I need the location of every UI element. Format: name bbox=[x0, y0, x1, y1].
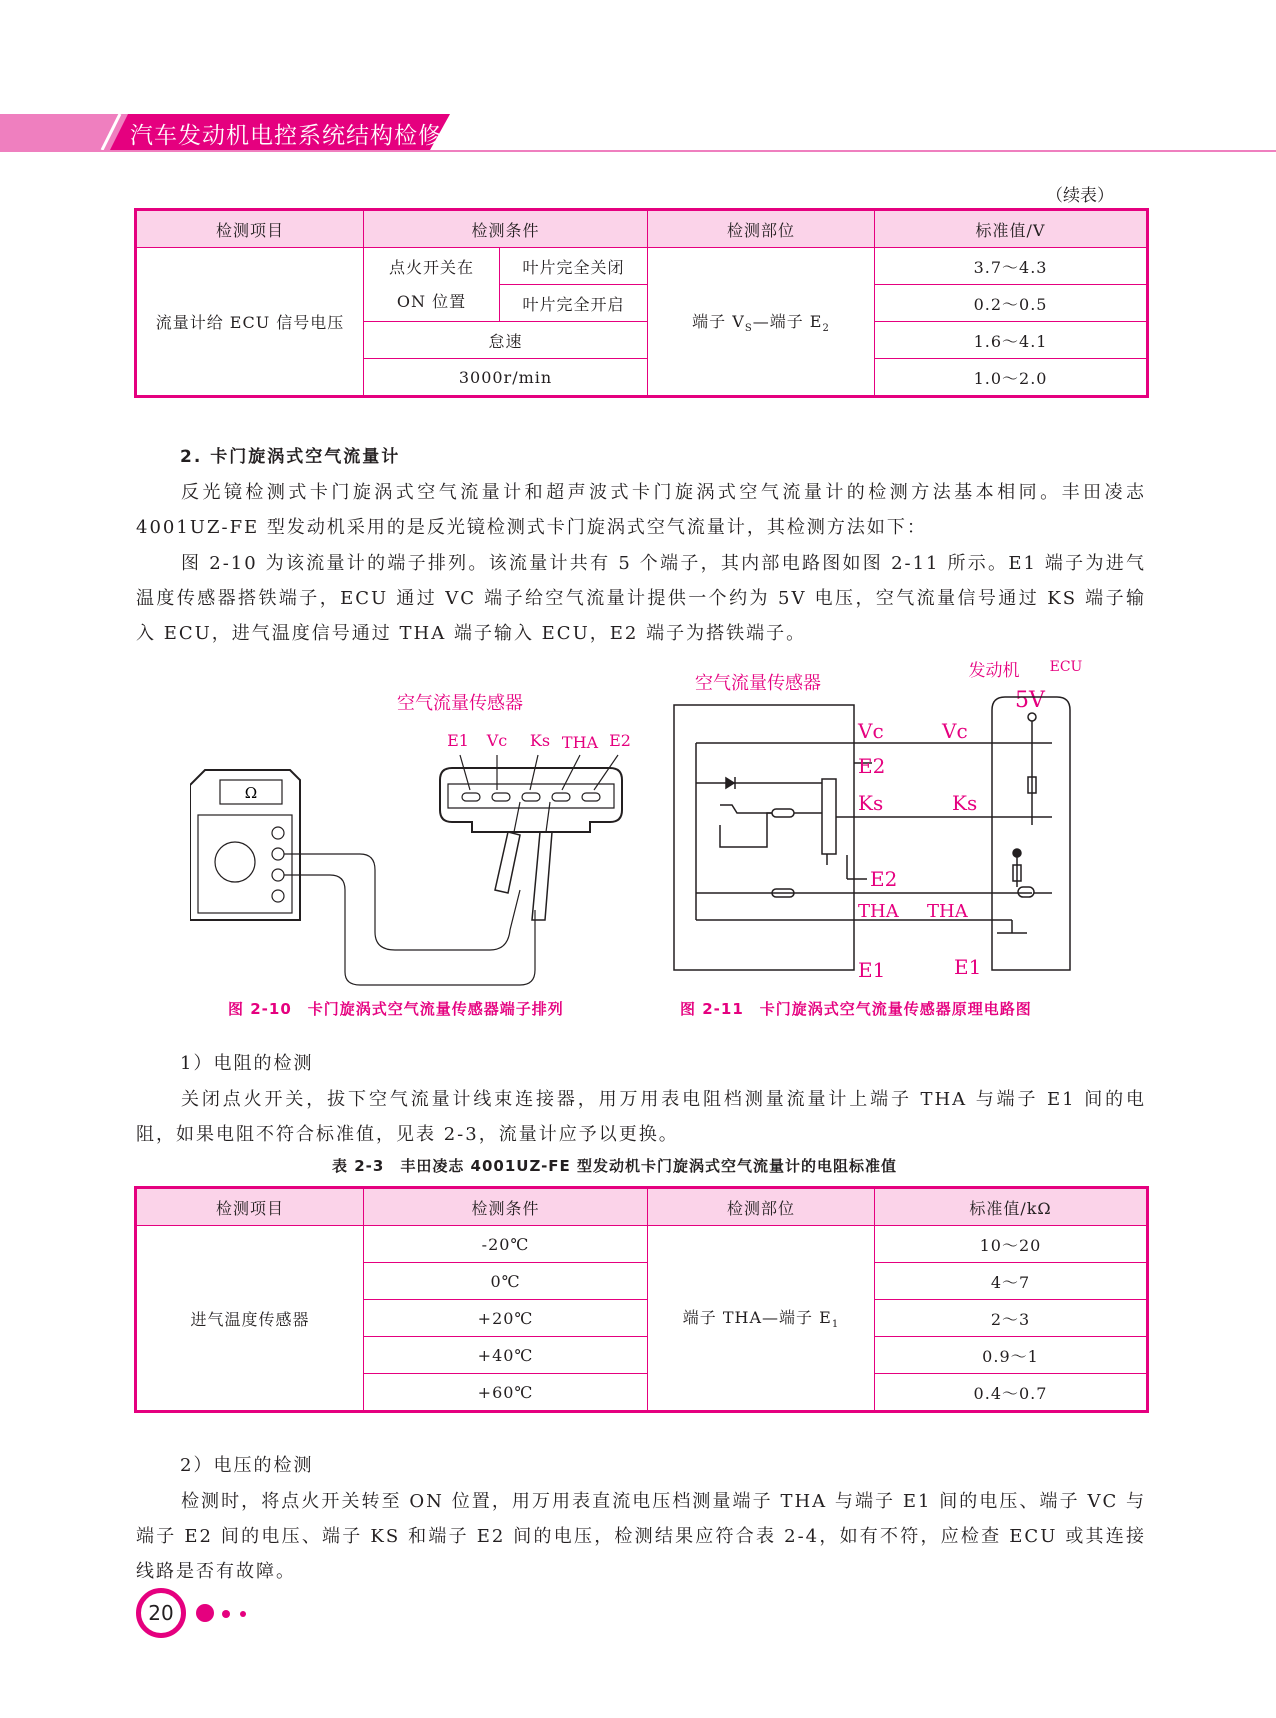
table-continued-label: （续表） bbox=[1046, 186, 1114, 206]
table-header: 检测部位 bbox=[648, 1189, 875, 1226]
book-title: 汽车发动机电控系统结构检修 bbox=[130, 123, 442, 149]
terminal-label: E2 bbox=[858, 754, 886, 778]
table-cell-value: 0.9～1 bbox=[875, 1337, 1147, 1374]
figure-2-11 bbox=[672, 655, 1092, 985]
subsection-heading: 1）电阻的检测 bbox=[180, 1053, 314, 1074]
sensor-label: 空气流量传感器 bbox=[397, 693, 523, 714]
table-cell-condition: 叶片完全开启 bbox=[500, 285, 648, 322]
resistance-standard-table bbox=[136, 1188, 1147, 1411]
table-header: 检测项目 bbox=[137, 1189, 364, 1226]
terminal-label: E1 bbox=[858, 958, 886, 982]
terminal-label: THA bbox=[858, 901, 899, 922]
supply-voltage: 5V bbox=[1015, 688, 1045, 713]
terminal-label: E2 bbox=[870, 867, 898, 891]
paragraph: 检测时，将点火开关转至 ON 位置，用万用表直流电压档测量端子 THA 与端子 E1 间的电压、端子 VC 与端子 E2 间的电压、端子 KS 和端子 E2 间的电压，检测结果应符合表 2-4，如有不符，应检查 ECU 或其连接线路是否有故障。 bbox=[136, 1491, 1146, 1582]
pin-label: E2 bbox=[609, 731, 631, 750]
table-cell-value: 1.6～4.1 bbox=[875, 322, 1147, 359]
paragraph: 关闭点火开关，拔下空气流量计线束连接器，用万用表电阻档测量流量计上端子 THA 与端子 E1 间的电阻，如果电阻不符合标准值，见表 2-3，流量计应予以更换。 bbox=[136, 1089, 1146, 1145]
decor-dot bbox=[196, 1604, 214, 1622]
table-header: 标准值/kΩ bbox=[875, 1189, 1147, 1226]
table-cell-condition: 0℃ bbox=[364, 1263, 648, 1300]
decor-dot bbox=[222, 1610, 230, 1618]
table-header: 检测条件 bbox=[364, 211, 648, 248]
table-cell-value: 2～3 bbox=[875, 1300, 1147, 1337]
terminal-label: Vc bbox=[942, 719, 968, 743]
table-cell-value: 1.0～2.0 bbox=[875, 359, 1147, 396]
table-cell-condition: +40℃ bbox=[364, 1337, 648, 1374]
table-cell-value: 0.4～0.7 bbox=[875, 1374, 1147, 1411]
table-header: 检测条件 bbox=[364, 1189, 648, 1226]
pin-label: E1 bbox=[447, 731, 469, 750]
voltage-standard-table bbox=[136, 210, 1147, 396]
table-cell-value: 4～7 bbox=[875, 1263, 1147, 1300]
pin-label: Vc bbox=[486, 731, 508, 750]
terminal-label: E1 bbox=[954, 955, 982, 979]
table-cell-value: 10～20 bbox=[875, 1226, 1147, 1263]
table-header: 标准值/V bbox=[875, 211, 1147, 248]
page-number: 20 bbox=[136, 1588, 186, 1638]
table-cell-value: 0.2～0.5 bbox=[875, 285, 1147, 322]
table-header: 检测部位 bbox=[648, 211, 875, 248]
terminal-label: Ks bbox=[952, 791, 978, 815]
cond-on-position: ON 位置 bbox=[396, 291, 467, 311]
sensor-label: 空气流量传感器 bbox=[695, 673, 821, 694]
table-cell-condition: 3000r/min bbox=[364, 359, 648, 396]
pin-label: Ks bbox=[529, 731, 551, 750]
figure-caption: 图 2-11 卡门旋涡式空气流量传感器原理电路图 bbox=[680, 1000, 1032, 1018]
table-cell-part: 端子 $V_S—$端子 $E_2$ bbox=[648, 248, 875, 396]
decor-dot bbox=[240, 1611, 246, 1617]
table-cell-condition: 叶片完全关闭 bbox=[500, 248, 648, 285]
ecu-label: ECU bbox=[1049, 659, 1083, 675]
paragraph: 反光镜检测式卡门旋涡式空气流量计和超声波式卡门旋涡式空气流量计的检测方法基本相同。丰田凌志 4001UZ-FE 型发动机采用的是反光镜检测式卡门旋涡式空气流量计，其检测方法如下： bbox=[136, 482, 1146, 538]
header-divider bbox=[0, 150, 1276, 152]
table-cell-condition: +20℃ bbox=[364, 1300, 648, 1337]
table-cell-item: 流量计给 ECU 信号电压 bbox=[137, 248, 364, 396]
table-cell-condition: +60℃ bbox=[364, 1374, 648, 1411]
table-cell-item: 进气温度传感器 bbox=[137, 1226, 364, 1411]
table-cell-condition bbox=[364, 248, 500, 322]
table-cell-condition: 怠速 bbox=[364, 322, 648, 359]
section-heading: 2. 卡门旋涡式空气流量计 bbox=[180, 447, 401, 467]
table-cell-value: 3.7～4.3 bbox=[875, 248, 1147, 285]
terminal-label: Ks bbox=[858, 791, 884, 815]
paragraph: 图 2-10 为该流量计的端子排列。该流量计共有 5 个端子，其内部电路图如图 2-11 所示。E1 端子为进气温度传感器搭铁端子，ECU 通过 VC 端子给空气流量计提供一个约为 5V 电压，空气流量信号通过 KS 端子输入 ECU，进气温度信号通过 THA 端子输入 ECU，E2 端子为搭铁端子。 bbox=[136, 553, 1146, 644]
pin-label: THA bbox=[561, 733, 599, 752]
terminal-label: THA bbox=[927, 901, 968, 922]
table-caption: 表 2-3 丰田凌志 4001UZ-FE 型发动机卡门旋涡式空气流量计的电阻标准值 bbox=[332, 1157, 898, 1175]
table-cell-condition: -20℃ bbox=[364, 1226, 648, 1263]
engine-label: 发动机 bbox=[968, 661, 1020, 681]
table-header: 检测项目 bbox=[137, 211, 364, 248]
terminal-label: Vc bbox=[858, 719, 884, 743]
ohm-symbol: Ω bbox=[244, 784, 258, 802]
figure-2-10 bbox=[190, 680, 650, 1000]
cond-ignition: 点火开关在 bbox=[388, 257, 474, 277]
subsection-heading: 2）电压的检测 bbox=[180, 1455, 314, 1476]
figure-caption: 图 2-10 卡门旋涡式空气流量传感器端子排列 bbox=[228, 1000, 564, 1018]
table-cell-part: 端子 THA—端子 $E_1$ bbox=[648, 1226, 875, 1411]
